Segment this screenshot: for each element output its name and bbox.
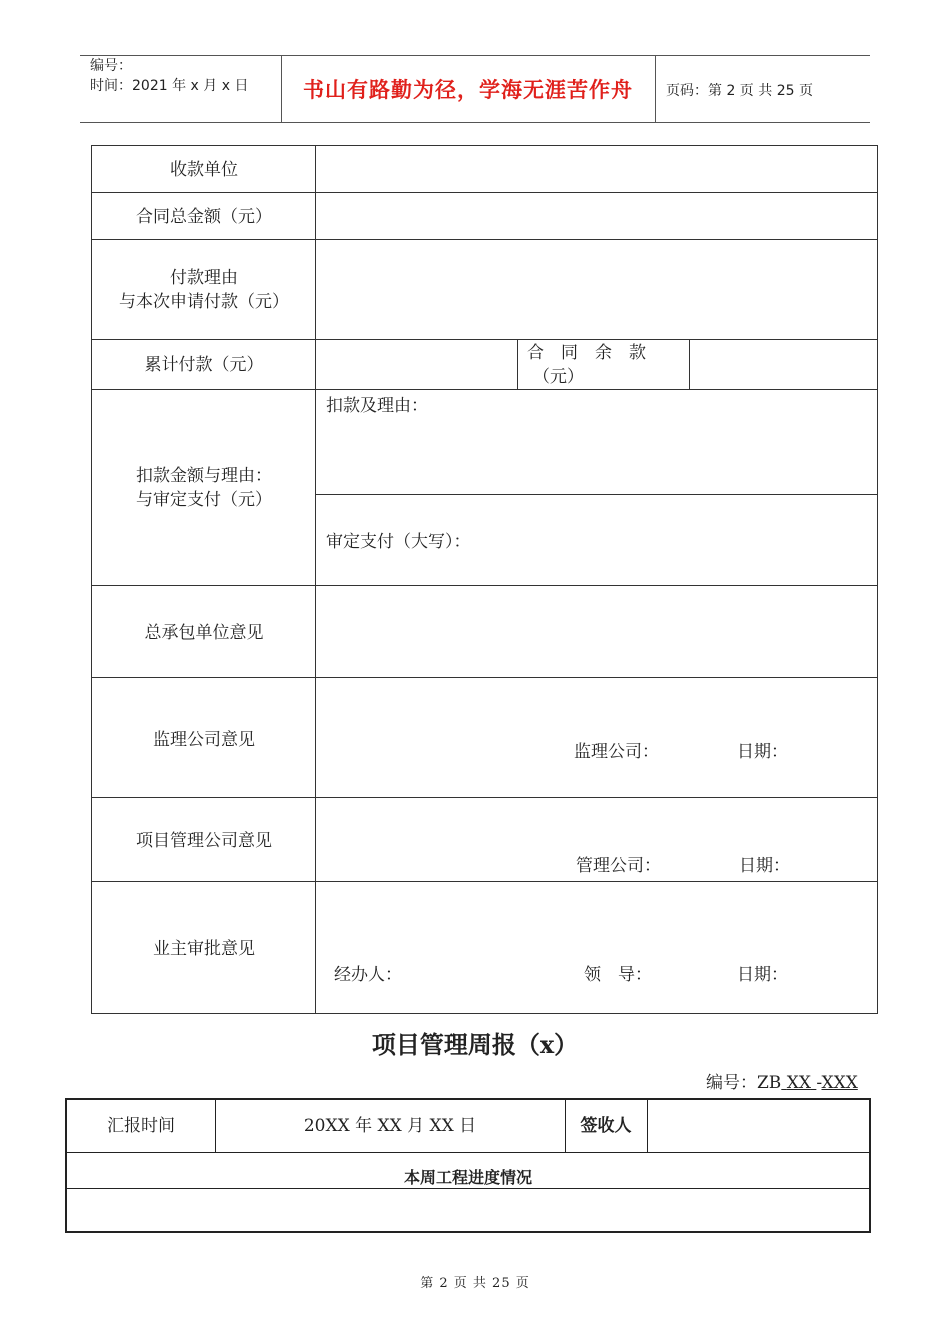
- receiver-label: 签收人: [580, 1116, 632, 1136]
- leader-label: 领 导：: [584, 965, 652, 985]
- deduction-line: 扣款金额与理由：: [136, 466, 272, 486]
- deduction-reason-label: 扣款及理由：: [326, 396, 428, 416]
- document-number-label: 编号：: [90, 58, 132, 74]
- row-divider: [92, 881, 877, 882]
- row-divider: [67, 1188, 869, 1189]
- row-divider: [92, 677, 877, 678]
- row-divider: [92, 339, 877, 340]
- row-divider: [92, 389, 877, 390]
- row-divider: [67, 1152, 869, 1153]
- code-prefix: 编号：ZB: [706, 1073, 782, 1093]
- contract-balance-line: 合 同 余 款: [527, 343, 646, 363]
- contract-balance-line: （元）: [533, 367, 584, 387]
- report-time-label: 汇报时间: [107, 1116, 175, 1136]
- cumulative-payment-label: 累计付款（元）: [144, 355, 264, 375]
- document-time-label: 时间：2021 年 x 月 x 日: [90, 78, 249, 94]
- pm-company-label: 管理公司：: [576, 856, 661, 876]
- report-date-value: 20XX 年 XX 月 XX 日: [303, 1116, 477, 1136]
- row-divider: [92, 239, 877, 240]
- general-contractor-opinion-label: 总承包单位意见: [144, 623, 264, 643]
- row-divider: [92, 585, 877, 586]
- payment-reason-line: 与本次申请付款（元）: [119, 292, 289, 312]
- header-divider: [655, 55, 656, 122]
- deduction-label: [92, 464, 316, 512]
- weekly-report-title: 项目管理周报（x）: [371, 1030, 579, 1059]
- payment-reason-label: [92, 266, 316, 314]
- weekly-report-code: [706, 1068, 858, 1093]
- header-motto: 书山有路勤为径，学海无涯苦作舟: [303, 77, 633, 102]
- payment-application-form: [91, 145, 878, 1014]
- approved-payment-label: 审定支付（大写）：: [326, 532, 471, 552]
- row-divider: [316, 494, 877, 495]
- supervision-company-label: 监理公司：: [574, 742, 659, 762]
- header-page-number: 页码：第 2 页 共 25 页: [666, 83, 813, 99]
- page-footer: 第 2 页 共 25 页: [420, 1276, 530, 1291]
- owner-date-label: 日期：: [737, 965, 788, 985]
- contract-total-label: 合同总金额（元）: [136, 207, 272, 227]
- owner-approval-label: 业主审批意见: [153, 939, 255, 959]
- deduction-line: 与审定支付（元）: [136, 490, 272, 510]
- supervision-date-label: 日期：: [737, 742, 788, 762]
- code-separator: -: [816, 1073, 822, 1093]
- row-divider: [92, 797, 877, 798]
- row-divider: [92, 192, 877, 193]
- pm-company-opinion-label: 项目管理公司意见: [136, 831, 272, 851]
- header-bottom-rule: [80, 122, 870, 123]
- supervision-opinion-label: 监理公司意见: [153, 730, 255, 750]
- contract-balance-label: [527, 341, 646, 389]
- handler-label: 经办人：: [334, 965, 402, 985]
- code-mid: XX: [786, 1073, 811, 1093]
- column-divider: [689, 339, 690, 389]
- payee-label: 收款单位: [170, 160, 238, 180]
- column-divider: [647, 1100, 648, 1152]
- pm-date-label: 日期：: [739, 856, 790, 876]
- weekly-report-table: [65, 1098, 871, 1233]
- progress-heading: 本周工程进度情况: [403, 1168, 532, 1187]
- header-meta: [90, 56, 248, 96]
- payment-reason-line: 付款理由: [170, 268, 238, 288]
- code-tail: XXX: [821, 1073, 858, 1093]
- column-divider: [517, 339, 518, 389]
